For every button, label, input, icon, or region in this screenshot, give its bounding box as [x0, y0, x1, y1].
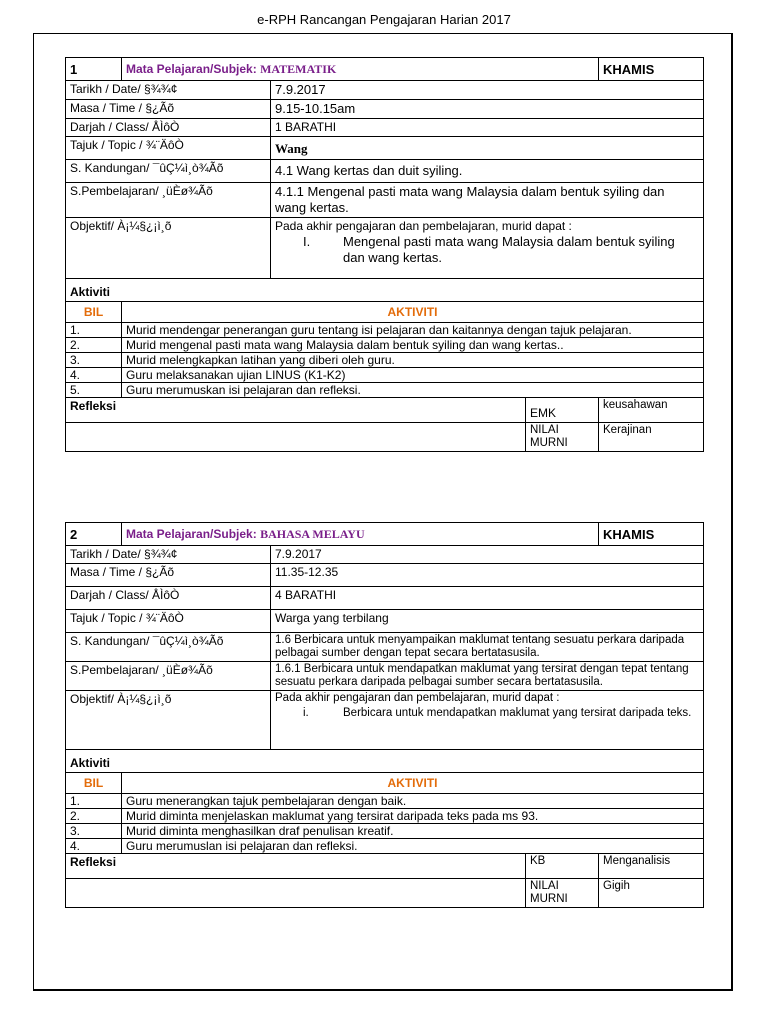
tajuk-label: Tajuk / Topic / ¾¨ÄôÒ [66, 610, 271, 633]
activity-bil: 2. [66, 338, 122, 353]
objektif-intro: Pada akhir pengajaran dan pembelajaran, murid dapat : [275, 692, 560, 704]
lesson-table-2 [65, 522, 704, 908]
darjah-label: Darjah / Class/ ÅÌôÒ [66, 119, 271, 137]
activity-bil: 2. [66, 809, 122, 824]
tajuk-value: Wang [271, 137, 704, 160]
activity-row [66, 368, 704, 383]
emk-value: keusahawan [599, 398, 704, 423]
subject-value: BAHASA MELAYU [260, 526, 365, 541]
tarikh-label: Tarikh / Date/ §¾¾¢ [66, 81, 271, 100]
objektif-item [275, 234, 699, 266]
kandungan-label: S. Kandungan/ ¯ûÇ¼ì¸ò¾Ãõ [66, 160, 271, 183]
activity-row [66, 809, 704, 824]
page-title: e-RPH Rancangan Pengajaran Harian 2017 [257, 12, 511, 27]
bil-header: BIL [66, 302, 122, 323]
lesson-table-1 [65, 57, 704, 452]
activity-bil: 5. [66, 383, 122, 398]
objektif-value [271, 691, 704, 750]
activity-text: Murid diminta menjelaskan maklumat yang tersirat daripada teks pada ms 93. [122, 809, 704, 824]
objektif-numeral: I. [303, 234, 311, 249]
pembelajaran-label: S.Pembelajaran/ ¸üÈø¾Ãõ [66, 183, 271, 218]
darjah-label: Darjah / Class/ ÅÌôÒ [66, 587, 271, 610]
lesson-number: 1 [66, 58, 122, 81]
activity-row [66, 338, 704, 353]
refleksi-label: Refleksi [66, 854, 526, 879]
activity-row [66, 794, 704, 809]
aktiviti-label: Aktiviti [66, 750, 704, 773]
objektif-item [275, 705, 699, 722]
objektif-label: Objektif/ À¡¼§¿¡ì¸õ [66, 218, 271, 279]
activity-row [66, 353, 704, 368]
activity-bil: 4. [66, 839, 122, 854]
bil-header: BIL [66, 773, 122, 794]
masa-value: 11.35-12.35 [271, 564, 704, 587]
nilai-murni-label: NILAI MURNI [526, 423, 599, 452]
kandungan-label: S. Kandungan/ ¯ûÇ¼ì¸ò¾Ãõ [66, 633, 271, 662]
pembelajaran-value: 4.1.1 Mengenal pasti mata wang Malaysia dalam bentuk syiling dan wang kertas. [271, 183, 704, 218]
activity-text: Guru merumuskan isi pelajaran dan refleksi. [122, 383, 704, 398]
activity-text: Murid melengkapkan latihan yang diberi oleh guru. [122, 353, 704, 368]
objektif-text: Berbicara untuk mendapatkan maklumat yang tersirat daripada teks. [343, 707, 692, 719]
kandungan-value: 4.1 Wang kertas dan duit syiling. [271, 160, 704, 183]
objektif-numeral: i. [303, 707, 309, 719]
activity-text: Guru menerangkan tajuk pembelajaran dengan baik. [122, 794, 704, 809]
darjah-value: 4 BARATHI [271, 587, 704, 610]
refleksi-content [66, 879, 526, 908]
activity-bil: 3. [66, 353, 122, 368]
activity-bil: 1. [66, 323, 122, 338]
pembelajaran-value: 1.6.1 Berbicara untuk mendapatkan maklumat yang tersirat dengan tepat tentang sesuatu perkara daripada pelbagai sumber secara bertatasusila. [271, 662, 704, 691]
activity-bil: 3. [66, 824, 122, 839]
objektif-text: Mengenal pasti mata wang Malaysia dalam bentuk syiling dan wang kertas. [343, 234, 675, 265]
kb-label: KB [526, 854, 599, 879]
objektif-intro: Pada akhir pengajaran dan pembelajaran, murid dapat : [275, 219, 572, 233]
refleksi-label: Refleksi [66, 398, 526, 423]
aktiviti-header: AKTIVITI [122, 302, 704, 323]
activity-text: Guru merumuslan isi pelajaran dan refleksi. [122, 839, 704, 854]
activity-text: Murid mendengar penerangan guru tentang isi pelajaran dan kaitannya dengan tajuk pelajaran. [122, 323, 704, 338]
pembelajaran-label: S.Pembelajaran/ ¸üÈø¾Ãõ [66, 662, 271, 691]
objektif-value [271, 218, 704, 279]
subject-value: MATEMATIK [260, 61, 337, 76]
activity-row [66, 323, 704, 338]
lesson-number: 2 [66, 523, 122, 546]
activity-row [66, 383, 704, 398]
objektif-label: Objektif/ À¡¼§¿¡ì¸õ [66, 691, 271, 750]
subject-label: Mata Pelajaran/Subjek: [126, 526, 257, 541]
refleksi-content [66, 423, 526, 452]
darjah-value: 1 BARATHI [271, 119, 704, 137]
activity-text: Guru melaksanakan ujian LINUS (K1-K2) [122, 368, 704, 383]
kandungan-value: 1.6 Berbicara untuk menyampaikan maklumat tentang sesuatu perkara daripada pelbagai sumber dengan tepat secara bertatasusila. [271, 633, 704, 662]
activity-text: Murid mengenal pasti mata wang Malaysia dalam bentuk syiling dan wang kertas.. [122, 338, 704, 353]
activity-row [66, 824, 704, 839]
tarikh-label: Tarikh / Date/ §¾¾¢ [66, 546, 271, 564]
tarikh-value: 7.9.2017 [271, 546, 704, 564]
emk-label: EMK [526, 398, 599, 423]
tajuk-value: Warga yang terbilang [271, 610, 704, 633]
activity-bil: 4. [66, 368, 122, 383]
subject-cell [122, 523, 599, 546]
tajuk-label: Tajuk / Topic / ¾¨ÄôÒ [66, 137, 271, 160]
nilai-murni-value: Gigih [599, 879, 704, 908]
day-label: KHAMIS [599, 523, 704, 546]
nilai-murni-label: NILAI MURNI [526, 879, 599, 908]
activity-text: Murid diminta menghasilkan draf penulisan kreatif. [122, 824, 704, 839]
aktiviti-label: Aktiviti [66, 279, 704, 302]
masa-label: Masa / Time / §¿Ãõ [66, 100, 271, 119]
subject-label: Mata Pelajaran/Subjek: [126, 61, 257, 76]
masa-value: 9.15-10.15am [271, 100, 704, 119]
nilai-murni-value: Kerajinan [599, 423, 704, 452]
aktiviti-header: AKTIVITI [122, 773, 704, 794]
masa-label: Masa / Time / §¿Ãõ [66, 564, 271, 587]
subject-cell [122, 58, 599, 81]
activity-bil: 1. [66, 794, 122, 809]
activity-row [66, 839, 704, 854]
tarikh-value: 7.9.2017 [271, 81, 704, 100]
kb-value: Menganalisis [599, 854, 704, 879]
day-label: KHAMIS [599, 58, 704, 81]
